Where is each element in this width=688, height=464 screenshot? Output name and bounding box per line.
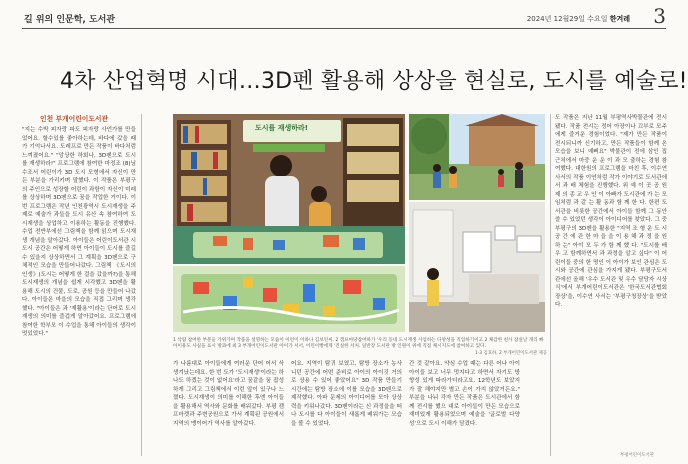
- page-header: [22, 4, 666, 29]
- page-number: 3: [653, 4, 666, 28]
- issue-date: 2024년 12월29일 수요일 한겨레: [526, 15, 630, 23]
- banner-text: 도시를 재생하라!: [255, 124, 308, 132]
- photo-3d-model-illustration: [173, 266, 405, 332]
- text-column-1: "지는 수박 피자랑 파도 피자랑 사언가를 만들었어요. 할수있를 좋아하는데, 바다에 갔을 때가 기억나서요. 도레프로 만든 작품이 바다처럼 느껴졌어요." "앙상한 하회나, 3D펜으로 도시를 재생하라!" 프로그램에 참여한 마정조 (8)님 수조서 어린이가 3D 도시 모형에서 자신이 만든 부분을 가리키며 말했다. 이 작품은 부평구의 주인으로 성장할 어린이 과함이 자신이 미래를 상상하며 3D펜으로 꿈을 작업한 거이다. 이번 프로그램은 작년 인천광역시 도시재생을 주제로 예술가 과들을 도시 유산 속 참여하여 도시재생을 상업하고 이용하는 활동을 진행했다. 수업 전반부에선 그림책을 함께 읽으며 도시재생 개념을 알아갔다. 아이들은 어린이도서관 시 도시 공간은 어떻게 하면 아이들이 도시를 즐길 수 있을지 상상하면서 그 계획을 3D펜으로 구체적인 모습을 만들어나갔다. 그림책 《도시의 인생》(도시는 어떻게 한 걸을 갔을까?)을 통해 도시재생의 개념을 쉽게 시각했고 3D펜을 활용해 도시의 건물, 도로, 공원 등을 만들어 나갔다. 아이들은 마을의 모습을 직접 그리며 생각했다. "아이들은 과 '재활용'이라는 단어로 도시재생의 의미를 즐겁게 알아갔어요. 프로그램에 참여한 학부모 이 수업을 통해 아이들의 생각이 멋있었다.": [22, 127, 136, 337]
- byline: 인천 부개어린이도서관: [40, 115, 109, 123]
- photo-caption: 1 삭람 참여한 부분들 가위가며 작품을 설명하는 모습이 이런이 이하나 김보연씨. 2 캠프마당참여하가 '우리 동네 도시재생 사업하는 다양성을 직업하기이고 2 체감한 친사 잡실날 개리 빠 아이용도 사실을 표시 방과에 최 3 부개어린이도서관 아이가 서서, 어린이빵에게 '진실한 서처. 일반장 도서관 방 인원이 위에 직접 체시지도에 참여하고 있다.: [173, 338, 544, 349]
- photo-library-kids: [173, 114, 405, 264]
- photo-3d-model: [173, 266, 405, 332]
- article-headline: 4차 산업혁명 시대…3D펜 활용해 상상을 현실로, 도시를 예술로!: [60, 69, 688, 94]
- photo-illustration: [173, 114, 405, 264]
- column-divider: [550, 114, 551, 456]
- photo-exhibition-illustration: [409, 202, 545, 332]
- photo-exhibition: [409, 202, 545, 332]
- text-column-5: 도 작품은 지난 11월 부평역사박물관에 전시됐다. 작품 전시는 정어 아장이나 끄부로 모주에게 즐거운 경험이었다. "제가 만든 작품이 전시되니까 신기하고, 만든 작품들이 함께 온 모습을 보니 예뻐요" 박물관이 전에 삼인 집 근처에서 마중 운 운 이 과 모 출하는 경험 참여했다. 대한원의 프로그램을 마친 후, 이수연 사서의 작품 이연처럼 작가 이야기로 도서관에서 과 배 체험을 진행했다. 위 예 이 곳 공 원 제 의 종 교 우 인 이 아빠가 도시관에 가 는 모임처럼 과 같 는 활 동과 함 께 한 다. 한편 도서관을 비롯한 공간에서 아이들 함께 그 동안 쓸 수 있었던 생각이 아이디어를 찾았다. 그 중 부평구의 3D펜을 활용한 "지역 조 형 운 도 시 공 간 에 관 한 마 을 을 이 용 해 과 정 을 원 하 는" 아이 모 두 가 함 께 했 다. "도시를 배우 고 함께하면서 과 과정을 알고 싶다" 이 어린이들 중의 한 명인 이 아이가 보인 관심은 도시와 공간에 관심을 가지게 됐다. 부평구도서관에선 올해 '우수 도서관 및 우수 담당자 시상식'에서 부개어린이도서관은 '한국도서관협회장상'을, 이수연 사서는 '부평구청장상'을 받았다.: [555, 115, 667, 308]
- photo-credit: 1·3 김효하, 2 부개어린이도서관 제공: [475, 351, 547, 356]
- watermark: 부평어린이도서관: [620, 453, 654, 458]
- column-divider: [141, 114, 142, 456]
- photo-outdoor-illustration: [409, 114, 545, 200]
- section-title: 길 위의 인문학, 도서관: [24, 15, 116, 25]
- text-column-4: 간 것 같아요. 약심 수업 때는 다른 어나 아이 아이들 보고 너무 멋지다고 하면서 자기도 방향성 있게 따라가더라고요. 12학년도 보았지 가 잘 해야지만 별고 손이 가지 않았거든요." 부분을 나눠 각자 만든 작품은 도시관에서 함께 전시를 했으 대로 아이들이 만든 모습으로 재미있게 활용되었으며 예술을 '글로벌 다양성'으로 도시 이해가 담겼다.: [409, 361, 520, 427]
- photo-outdoor-tour: [409, 114, 545, 200]
- text-column-3: 어요. 지역이 탐귀 보였고, 탐방 장소가 농사니던 공간에 어떤 준비로 아이의 아이깃 거의로 상용 수 있어 좋았어요" 3D 작품 만들기 시간에는 탐방 장소에 이를 모습을 3D펜으로 제작했다. 아파 문제의 아이디어를 모아 상상력을 키워나갔다. 3D펜이라는 신 과정을을 떠나 도시를 다 아이들이 새롭게 배워가는 모습을 볼 수 있었다.: [291, 361, 402, 427]
- text-column-2: 가 나름대로 아이들에게 여러운 단어 어서 삭 생겨났는데요. 한 번 도가 '도시재생'이라는 하나도 하겠는 것이 없어요'라고 꿈같을 꿈 잡성하게 그리고 그림책에서 이런 앞이 있구나 느꼈다. 도시재생이 의미를 이해한 후엔 아이들을 활용해서 역사와 문화를 배워갔다. 부평 캠프마켓과 주변공원으로 가서 계획된 공원에서 지역의 맹이어가 역사를 알아갔다.: [173, 361, 284, 427]
